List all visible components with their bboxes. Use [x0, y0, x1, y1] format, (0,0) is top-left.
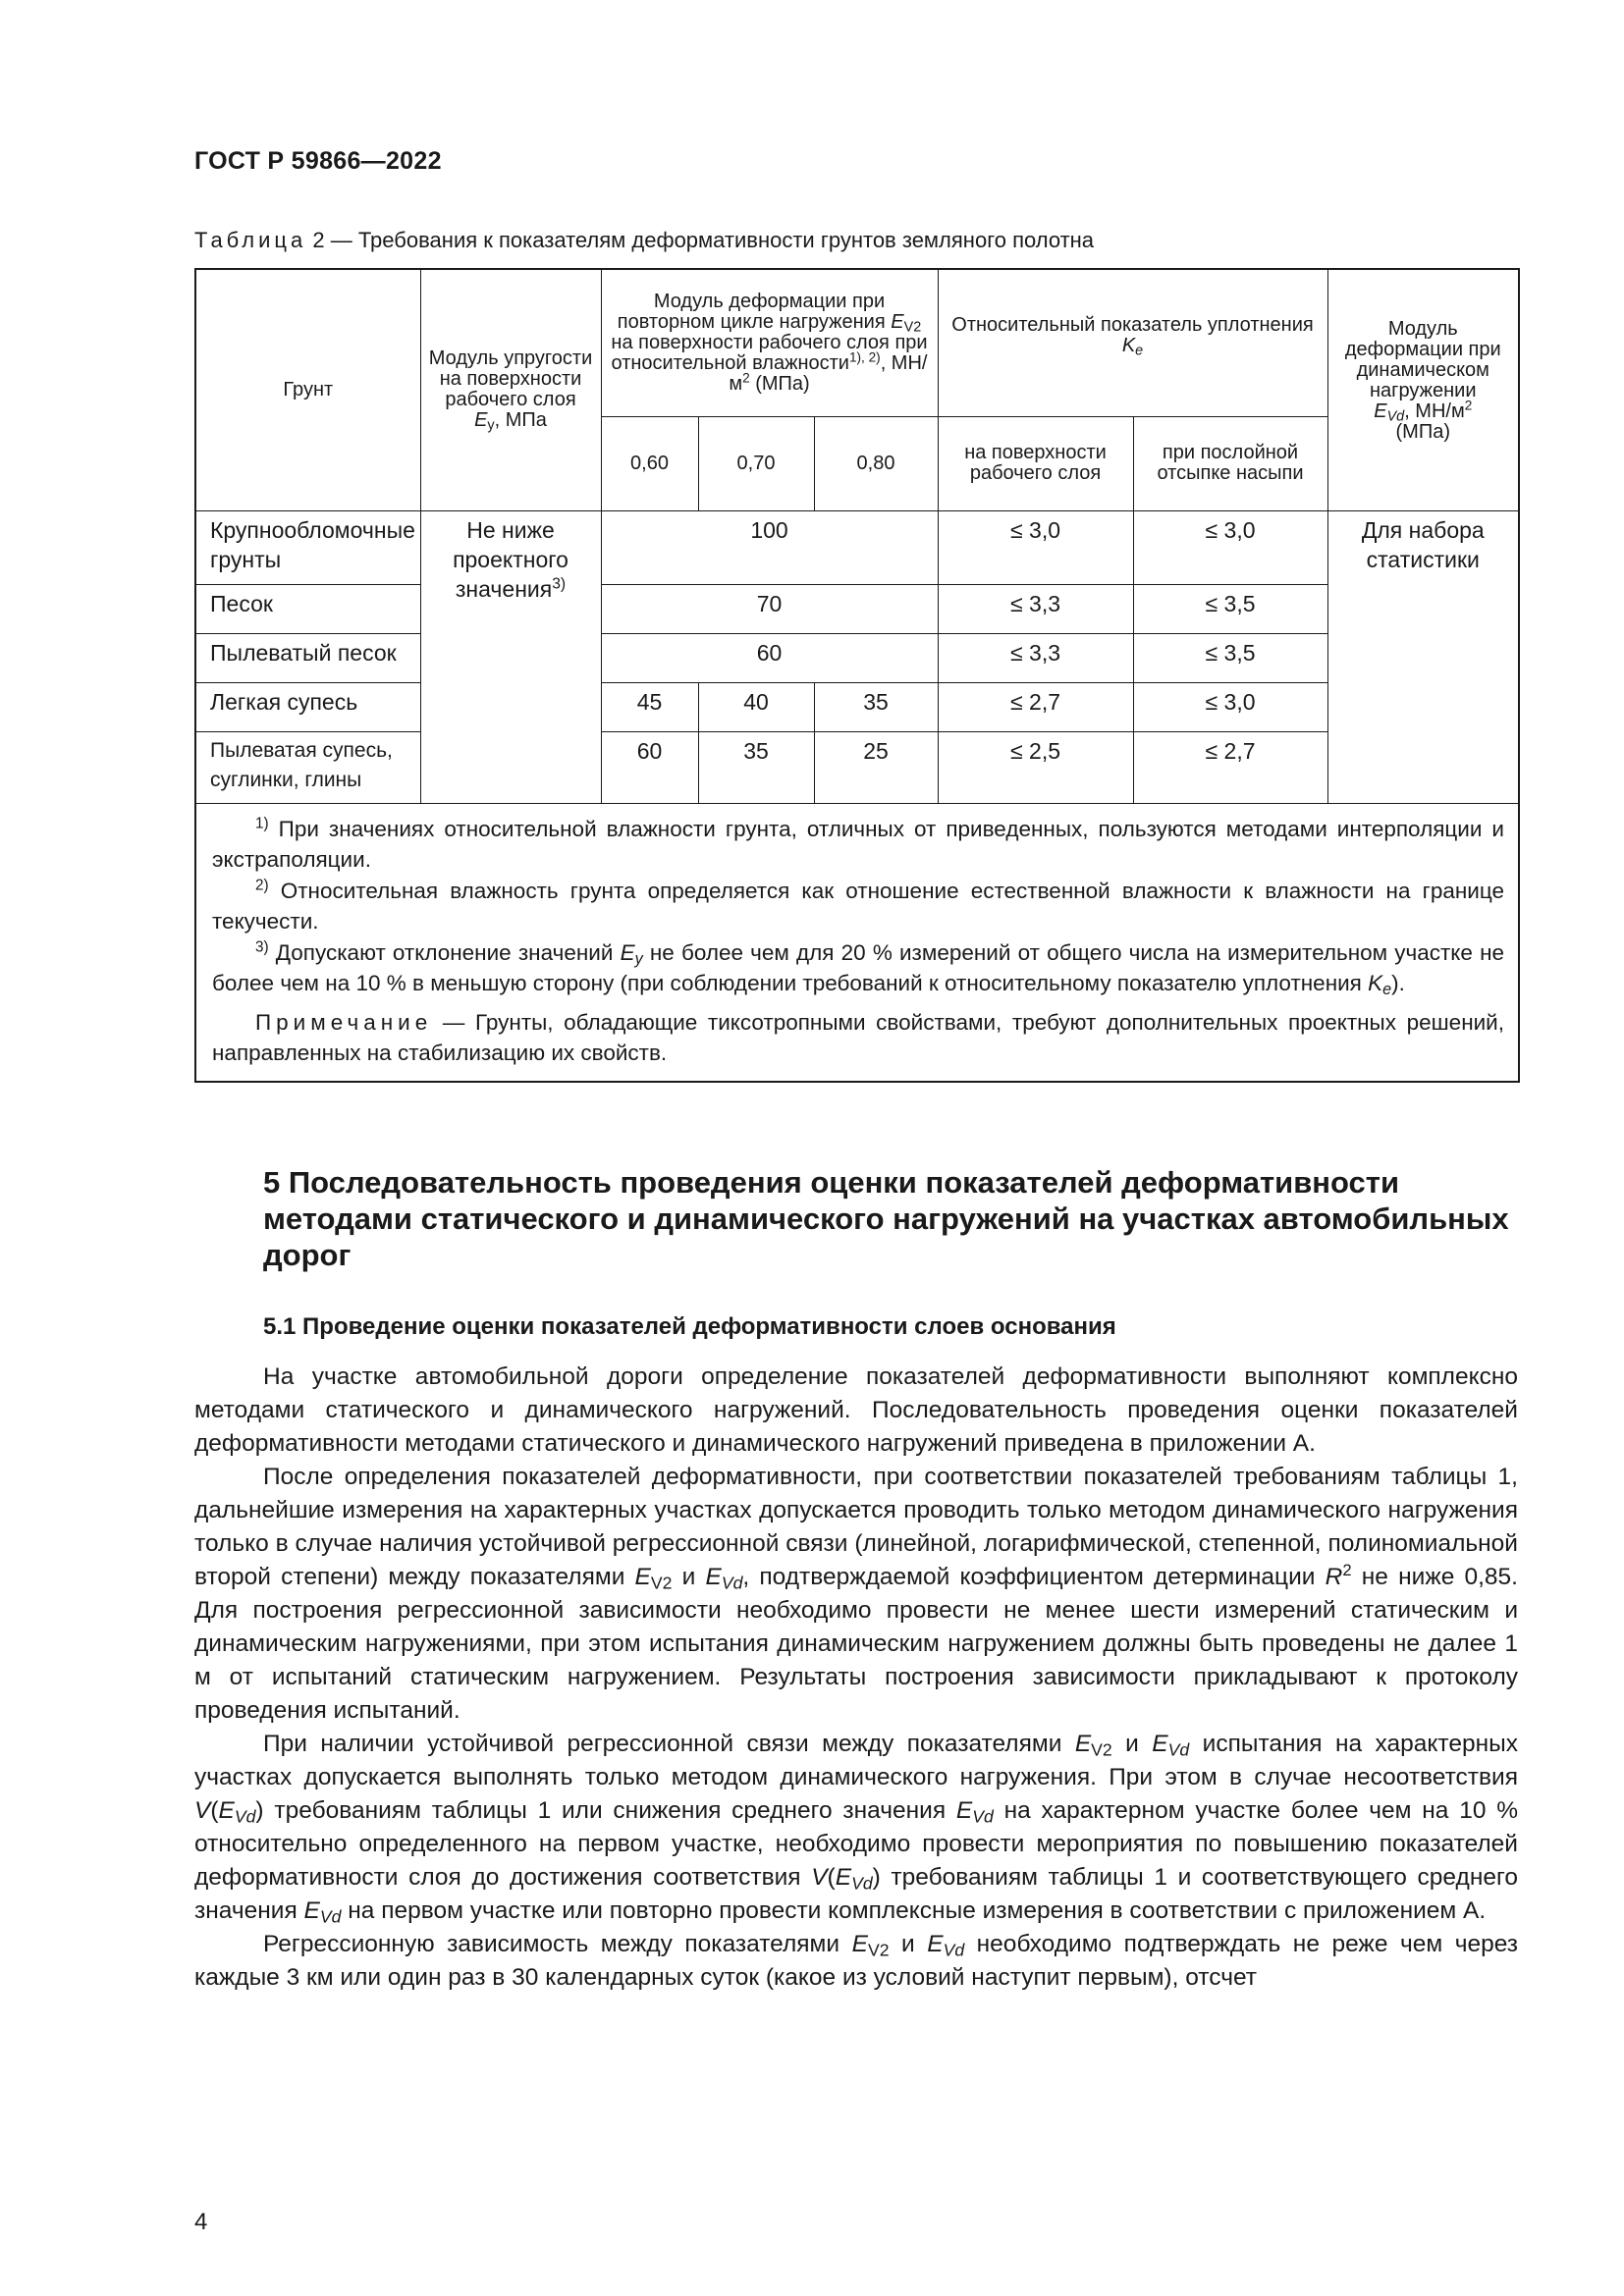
- cell-value-060: 45: [601, 682, 698, 731]
- symbol-e: E: [620, 939, 635, 965]
- table-caption-label: Таблица: [194, 228, 307, 252]
- page-number: 4: [194, 2209, 208, 2235]
- paragraph-text: испытания на характерных участках допускается выполнять только методом динамического нагружения. При этом в случае несоответствия: [194, 1731, 1518, 1790]
- cell-ke-surface: ≤ 2,7: [938, 682, 1133, 731]
- header-repeat-text-a: Модуль деформации при повторном цикле нагружения: [617, 290, 886, 333]
- symbol-e: E: [1374, 400, 1387, 422]
- header-compaction-text: Относительный показатель уплотнения: [951, 314, 1314, 336]
- footnote-mark: 3): [255, 938, 269, 956]
- header-elastic-modulus: [420, 269, 601, 510]
- footnote-text: Допускают отклонение значений: [275, 939, 614, 965]
- header-elastic-modulus-text: Модуль упругости на поверхности рабочего слоя: [428, 347, 593, 411]
- header-compaction-layer: при послойной отсыпке насыпи: [1133, 416, 1327, 510]
- footnote-ref: 1), 2): [848, 349, 881, 365]
- cell-ke-layer: ≤ 2,7: [1133, 731, 1327, 803]
- symbol-e: E: [303, 1897, 320, 1924]
- paragraph-text: Регрессионную зависимость между показателями: [263, 1931, 840, 1957]
- unit-square: 2: [1464, 398, 1473, 413]
- paragraph-text: При наличии устойчивой регрессионной связи между показателями: [263, 1731, 1062, 1757]
- symbol-sub-v2: V2: [650, 1573, 673, 1593]
- table-row: [195, 584, 1519, 633]
- paren: (: [210, 1797, 219, 1824]
- cell-modulus-value: 100: [601, 510, 938, 584]
- section-body: [194, 1361, 1518, 1995]
- paragraph-text: требованиям таблицы 1 или снижения среднего значения: [274, 1797, 947, 1824]
- cell-ke-surface: ≤ 3,3: [938, 633, 1133, 682]
- symbol-sub-v2: V2: [867, 1940, 890, 1960]
- symbol-sub-vd: Vd: [1167, 1739, 1190, 1760]
- symbol-sub-vd: Vd: [1386, 408, 1405, 425]
- cell-soil: Крупнообломочные грунты: [195, 510, 420, 584]
- cell-value-070: 35: [698, 731, 814, 803]
- cell-ke-surface: ≤ 2,5: [938, 731, 1133, 803]
- header-repeat-text-b: на поверхности рабочего слоя при относительной влажности: [611, 331, 928, 374]
- symbol-e: E: [835, 1864, 852, 1891]
- cell-value-070: 40: [698, 682, 814, 731]
- header-repeat-unit2: (МПа): [749, 372, 810, 395]
- paragraph-text: требованиям таблицы 1 и соответствующего среднего значения: [194, 1864, 1518, 1924]
- header-moisture-060: 0,60: [601, 416, 698, 510]
- header-repeat-modulus: [601, 269, 938, 416]
- symbol-e: E: [634, 1564, 651, 1590]
- header-elastic-unit: , МПа: [494, 409, 547, 432]
- paren: (: [827, 1864, 836, 1891]
- symbol-e: E: [891, 310, 904, 333]
- symbol-v: V: [811, 1864, 828, 1891]
- symbol-r: R: [1325, 1564, 1343, 1590]
- paragraph-text: и: [681, 1564, 696, 1590]
- unit-square: 2: [742, 370, 750, 386]
- table-caption-text: 2 — Требования к показателям деформативности грунтов земляного полотна: [312, 228, 1095, 252]
- footnote-mark: 1): [255, 815, 269, 832]
- cell-ke-layer: ≤ 3,5: [1133, 633, 1327, 682]
- header-dynamic-unit2: (МПа): [1395, 421, 1450, 443]
- symbol-sub-vd: Vd: [943, 1940, 965, 1960]
- table-note: [212, 1007, 1504, 1069]
- symbol-e: E: [1152, 1731, 1168, 1757]
- paragraph-text: и: [901, 1931, 915, 1957]
- header-soil: Грунт: [195, 269, 420, 510]
- paragraph: [194, 1728, 1518, 1928]
- table-row: [195, 510, 1519, 584]
- header-moisture-080: 0,80: [814, 416, 938, 510]
- symbol-sub-vd: Vd: [851, 1873, 873, 1894]
- header-dynamic-unit: , МН/м: [1404, 400, 1465, 422]
- symbol-sub-y: y: [634, 949, 643, 968]
- symbol-sub-v2: V2: [1091, 1739, 1112, 1760]
- footnote-3: [212, 937, 1504, 999]
- paren: ): [255, 1797, 264, 1824]
- cell-ke-layer: ≤ 3,0: [1133, 510, 1327, 584]
- paragraph: [194, 1461, 1518, 1728]
- footnote-mark: 2): [255, 877, 269, 894]
- cell-soil: Легкая супесь: [195, 682, 420, 731]
- cell-soil: Пылеватая супесь, суглинки, глины: [195, 731, 420, 803]
- cell-value-060: 60: [601, 731, 698, 803]
- paren: ): [872, 1864, 881, 1891]
- cell-value-080: 25: [814, 731, 938, 803]
- cell-ke-surface: ≤ 3,0: [938, 510, 1133, 584]
- footnotes-row: [195, 803, 1519, 1082]
- paragraph-text: , подтверждаемой коэффициентом детерминации: [742, 1564, 1316, 1590]
- elastic-merged-text: Не ниже проектного значения: [453, 516, 568, 602]
- header-row-1: [195, 269, 1519, 416]
- symbol-e: E: [218, 1797, 235, 1824]
- cell-elastic-merged: [420, 510, 601, 803]
- table-caption: [194, 228, 1094, 253]
- symbol-e: E: [705, 1564, 722, 1590]
- section-5-heading: 5 Последовательность проведения оценки показателей деформативности методами статического и динамического нагружений на участках автомобильных дорог: [263, 1165, 1509, 1272]
- cell-modulus-value: 70: [601, 584, 938, 633]
- standard-code: ГОСТ Р 59866—2022: [194, 147, 442, 175]
- symbol-e: E: [955, 1797, 973, 1824]
- symbol-sub-v2: V2: [903, 319, 922, 336]
- cell-ke-layer: ≤ 3,5: [1133, 584, 1327, 633]
- cell-ke-surface: ≤ 3,3: [938, 584, 1133, 633]
- deformation-requirements-table: [194, 268, 1520, 1083]
- cell-value-080: 35: [814, 682, 938, 731]
- table-row: [195, 633, 1519, 682]
- symbol-sub-vd: Vd: [721, 1573, 743, 1593]
- symbol-sub-e: e: [1382, 981, 1392, 999]
- paragraph-text: не ниже 0,85. Для построения регрессионной зависимости необходимо провести не менее шести измерений статическим и динамическим нагружениями, при этом испытания динамическим нагружением должны быть проведены не далее 1 м от испытаний статическим нагружением. Результаты построения зависимости прикладывают к протоколу проведения испытаний.: [194, 1564, 1518, 1724]
- symbol-e: E: [851, 1931, 868, 1957]
- symbol-e: E: [474, 409, 488, 432]
- footnote-text: Относительная влажность грунта определяется как отношение естественной влажности к влажности на границе текучести.: [212, 878, 1504, 934]
- paragraph-text: После определения показателей деформативности, при соответствии показателей требованиям таблицы 1, дальнейшие измерения на характерных участках допускается проводить только методом динамического нагружения только в случае наличия устойчивой регрессионной связи (линейной, логарифмической, степенной, полиномиальной второй степени) между показателями: [194, 1464, 1518, 1590]
- footnote-ref: 3): [552, 574, 567, 592]
- paragraph-text: и: [1125, 1731, 1139, 1757]
- symbol-k: K: [1368, 971, 1383, 995]
- footnote-text: ).: [1391, 971, 1405, 995]
- cell-soil: Песок: [195, 584, 420, 633]
- cell-dynamic-merged: Для набора статистики: [1327, 510, 1519, 803]
- footnote-1: [212, 814, 1504, 876]
- symbol-e: E: [1074, 1731, 1092, 1757]
- paragraph-text: на первом участке или повторно провести комплексные измерения в соответствии с приложением А.: [348, 1897, 1487, 1924]
- header-compaction: [938, 269, 1327, 416]
- table-row: [195, 682, 1519, 731]
- header-compaction-surface: на поверхности рабочего слоя: [938, 416, 1133, 510]
- symbol-sub-y: y: [487, 417, 495, 434]
- footnote-text: не более чем для 20 % измерений от общего числа на измерительном участке не более чем на 10 % в меньшую сторону (при соблюдении требований к относительному показателю уплотнения: [212, 939, 1505, 995]
- paragraph-text: необходимо подтверждать не реже чем через каждые 3 км или один раз в 30 календарных суток (какое из условий наступит первым), отсчет: [194, 1931, 1519, 1991]
- cell-ke-layer: ≤ 3,0: [1133, 682, 1327, 731]
- symbol-sub-vd: Vd: [319, 1906, 342, 1927]
- footnote-text: При значениях относительной влажности грунта, отличных от приведенных, пользуются методами интерполяции и экстраполяции.: [212, 816, 1505, 872]
- cell-modulus-value: 60: [601, 633, 938, 682]
- symbol-v: V: [194, 1797, 211, 1824]
- table-row: [195, 731, 1519, 803]
- note-label: Примечание: [255, 1009, 433, 1035]
- header-dynamic-text: Модуль деформации при динамическом нагружении: [1344, 318, 1501, 401]
- symbol-e: E: [927, 1931, 944, 1957]
- note-text: — Грунты, обладающие тиксотропными свойствами, требуют дополнительных проектных решений, направленных на стабилизацию их свойств.: [212, 1009, 1505, 1065]
- header-moisture-070: 0,70: [698, 416, 814, 510]
- paragraph: [194, 1928, 1518, 1995]
- header-repeat-unit: , МН/м: [729, 351, 928, 395]
- symbol-sub-e: e: [1135, 343, 1144, 359]
- symbol-square: 2: [1342, 1560, 1352, 1579]
- symbol-sub-vd: Vd: [234, 1806, 256, 1827]
- symbol-k: K: [1121, 335, 1136, 356]
- footnote-2: [212, 876, 1504, 937]
- header-dynamic-modulus: [1327, 269, 1519, 510]
- cell-soil: Пылеватый песок: [195, 633, 420, 682]
- symbol-sub-vd: Vd: [972, 1806, 994, 1827]
- subsection-5-1-heading: 5.1 Проведение оценки показателей деформативности слоев основания: [263, 1313, 1116, 1340]
- table-footnotes: [195, 803, 1519, 1082]
- paragraph: На участке автомобильной дороги определение показателей деформативности выполняют комплексно методами статического и динамического нагружений. Последовательность проведения оценки показателей деформативности методами статического и динамического нагружений приведена в приложении А.: [194, 1363, 1518, 1457]
- paragraph-text: на характерном участке более чем на 10 % относительно определенного на первом участке, необходимо провести мероприятия по повышению показателей деформативности слоя до достижения соответствия: [194, 1797, 1519, 1891]
